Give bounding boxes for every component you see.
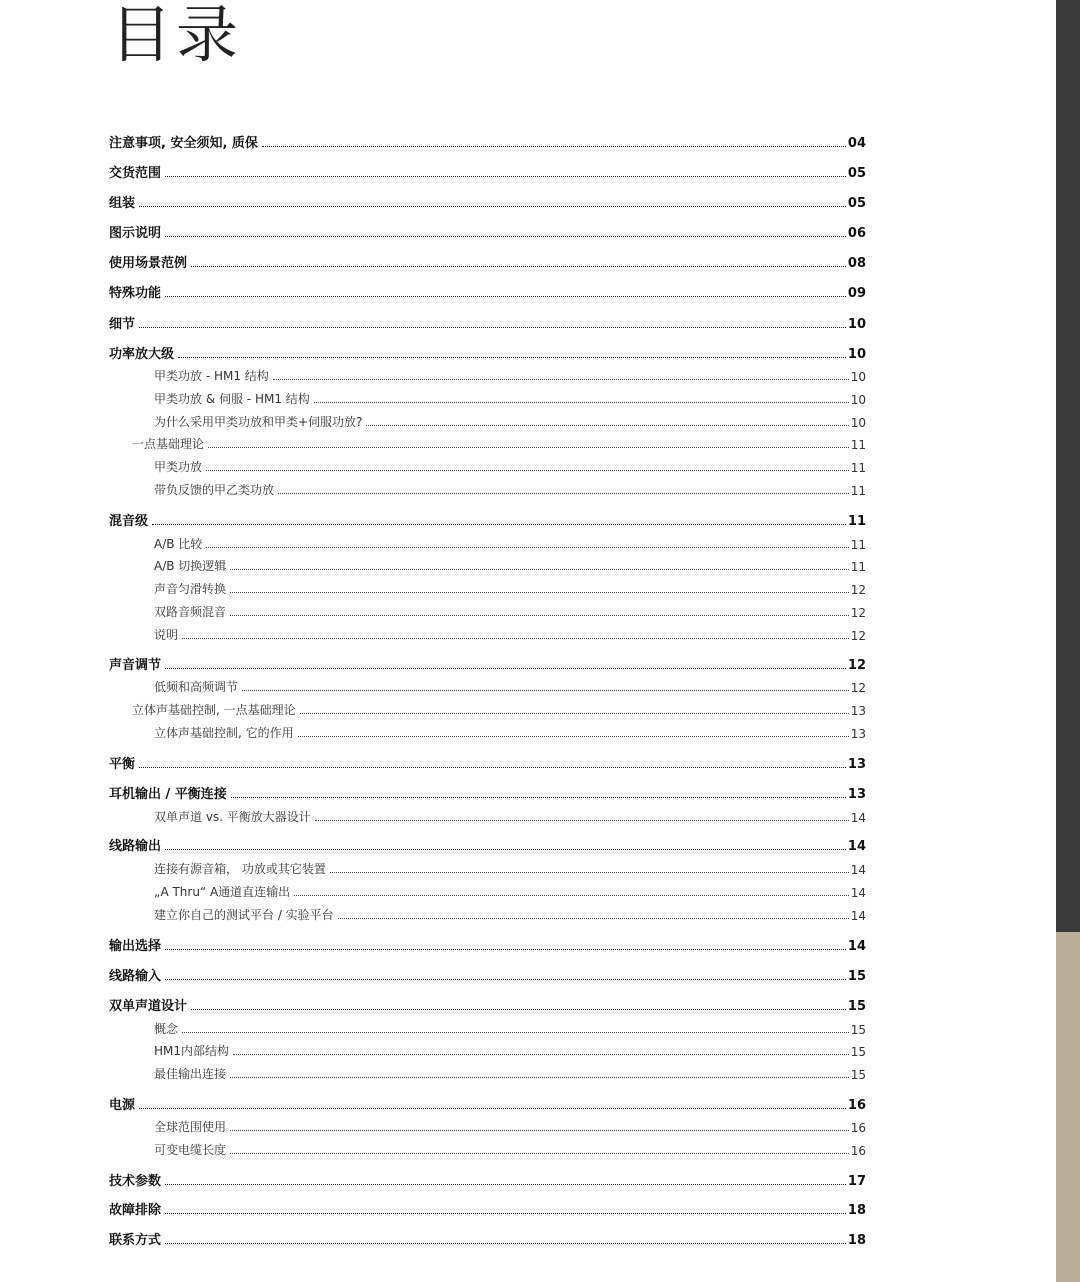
toc-entry[interactable] (0, 577, 866, 597)
toc-entry-page: 05 (847, 166, 866, 181)
toc-entry[interactable] (0, 903, 866, 923)
toc-leader-dots (165, 1242, 846, 1244)
toc-leader-dots (278, 492, 849, 494)
toc-entry-label: 组装 (109, 196, 136, 211)
toc-entry[interactable] (0, 478, 866, 498)
page-title: 目录 (110, 0, 243, 71)
toc-entry-label: 全球范围使用 (154, 1120, 227, 1134)
toc-entry-label: 连接有源音箱， 功放或其它装置 (154, 862, 326, 876)
toc-leader-dots (182, 637, 849, 639)
toc-entry-label: 故障排除 (109, 1203, 162, 1218)
toc-entry-page: 16 (847, 1098, 866, 1113)
toc-leader-dots (178, 356, 846, 358)
toc-leader-dots (165, 1183, 846, 1185)
toc-entry-label: 平衡 (109, 757, 136, 772)
toc-entry-page: 16 (850, 1144, 866, 1158)
toc-entry[interactable] (0, 752, 866, 772)
toc-entry-label: 图示说明 (109, 226, 162, 241)
toc-entry[interactable] (0, 509, 866, 529)
toc-entry[interactable] (0, 1017, 866, 1037)
toc-leader-dots (165, 235, 846, 237)
toc-entry-label: 说明 (154, 628, 179, 642)
toc-leader-dots (139, 766, 846, 768)
toc-entry[interactable] (0, 675, 866, 695)
side-bar-dark (1056, 0, 1080, 932)
toc-leader-dots (298, 735, 849, 737)
toc-entry-label: 最佳输出连接 (154, 1067, 227, 1081)
toc-entry-label: 特殊功能 (109, 286, 162, 301)
toc-entry[interactable] (0, 191, 866, 211)
toc-entry[interactable] (0, 1115, 866, 1135)
toc-entry-page: 16 (850, 1121, 866, 1135)
toc-entry-label: „A Thru“ A通道直连输出 (154, 885, 291, 899)
toc-entry[interactable] (0, 410, 866, 430)
toc-entry-page: 14 (850, 811, 866, 825)
toc-entry-label: 技术参数 (109, 1174, 162, 1189)
toc-leader-dots (315, 819, 849, 821)
toc-leader-dots (152, 523, 846, 525)
toc-leader-dots (165, 667, 846, 669)
toc-leader-dots (231, 796, 846, 798)
toc-entry[interactable] (0, 455, 866, 475)
toc-entry-page: 09 (847, 286, 866, 301)
toc-entry[interactable] (0, 221, 866, 241)
toc-entry-page: 14 (850, 863, 866, 877)
toc-entry-page: 11 (850, 560, 866, 574)
toc-entry[interactable] (0, 623, 866, 643)
toc-entry-page: 15 (850, 1023, 866, 1037)
toc-entry-label: 声音匀滑转换 (154, 582, 227, 596)
toc-entry-label: 立体声基础控制, 一点基础理论 (132, 703, 296, 717)
toc-leader-dots (273, 378, 849, 380)
toc-entry[interactable] (0, 312, 866, 332)
toc-entry-page: 08 (847, 256, 866, 271)
toc-entry[interactable] (0, 698, 866, 718)
toc-leader-dots (165, 848, 846, 850)
toc-leader-dots (208, 446, 849, 448)
toc-entry[interactable] (0, 532, 866, 552)
toc-entry[interactable] (0, 805, 866, 825)
toc-entry-page: 05 (847, 196, 866, 211)
toc-entry-page: 11 (850, 461, 866, 475)
toc-entry-page: 11 (850, 484, 866, 498)
toc-entry-label: 一点基础理论 (132, 437, 205, 451)
toc-entry-label: 交货范围 (109, 166, 162, 181)
toc-entry[interactable] (0, 251, 866, 271)
toc-entry-label: 耳机输出 / 平衡连接 (109, 787, 227, 802)
toc-entry-page: 14 (847, 839, 866, 854)
toc-entry-page: 17 (847, 1174, 866, 1189)
toc-entry[interactable] (0, 161, 866, 181)
toc-entry-page: 15 (850, 1068, 866, 1082)
toc-entry-label: 功率放大级 (109, 347, 175, 362)
toc-entry-page: 10 (847, 317, 866, 332)
toc-entry[interactable] (0, 1198, 866, 1218)
toc-entry-label: 电源 (109, 1098, 136, 1113)
toc-leader-dots (206, 546, 848, 548)
toc-entry-page: 15 (847, 969, 866, 984)
toc-leader-dots (338, 917, 849, 919)
toc-entry[interactable] (0, 364, 866, 384)
toc-entry[interactable] (0, 934, 866, 954)
toc-entry-page: 11 (850, 538, 866, 552)
toc-entry-label: 甲类功放 - HM1 结构 (154, 369, 269, 383)
toc-entry-page: 15 (847, 999, 866, 1014)
toc-entry-label: 线路输出 (109, 839, 162, 854)
toc-entry-label: 甲类功放 (154, 460, 203, 474)
toc-entry-label: 低频和高频调节 (154, 680, 239, 694)
toc-entry-page: 10 (850, 370, 866, 384)
toc-entry-label: HM1内部结构 (154, 1044, 230, 1058)
toc-entry-page: 10 (850, 393, 866, 407)
toc-entry[interactable] (0, 342, 866, 362)
toc-entry-label: 为什么采用甲类功放和甲类+伺服功放? (154, 415, 363, 429)
toc-leader-dots (230, 568, 848, 570)
toc-entry[interactable] (0, 994, 866, 1014)
toc-entry-label: 双路音频混音 (154, 605, 227, 619)
toc-entry[interactable] (0, 880, 866, 900)
toc-entry-page: 18 (847, 1203, 866, 1218)
toc-entry-page: 12 (847, 658, 866, 673)
toc-leader-dots (300, 712, 849, 714)
toc-entry-page: 10 (850, 416, 866, 430)
toc-entry[interactable] (0, 387, 866, 407)
toc-entry[interactable] (0, 1039, 866, 1059)
toc-entry-page: 12 (850, 583, 866, 597)
toc-entry-page: 04 (847, 136, 866, 151)
toc-leader-dots (233, 1053, 849, 1055)
toc-entry-label: 细节 (109, 317, 136, 332)
toc-entry-label: 带负反馈的甲乙类功放 (154, 483, 275, 497)
toc-entry-page: 06 (847, 226, 866, 241)
toc-leader-dots (366, 424, 848, 426)
toc-entry-label: 注意事项, 安全须知, 质保 (109, 136, 258, 151)
toc-entry-page: 11 (850, 438, 866, 452)
toc-entry-label: 声音调节 (109, 658, 162, 673)
toc-entry[interactable] (0, 653, 866, 673)
toc-leader-dots (191, 1008, 846, 1010)
toc-entry-label: 混音级 (109, 514, 149, 529)
toc-entry[interactable] (0, 782, 866, 802)
toc-entry-label: 输出选择 (109, 939, 162, 954)
toc-leader-dots (262, 145, 846, 147)
toc-entry-page: 12 (850, 629, 866, 643)
toc-leader-dots (139, 326, 846, 328)
toc-entry-page: 10 (847, 347, 866, 362)
toc-entry-page: 13 (847, 757, 866, 772)
toc-leader-dots (165, 1212, 846, 1214)
toc-entry[interactable] (0, 281, 866, 301)
toc-entry-page: 15 (850, 1045, 866, 1059)
toc-entry-page: 12 (850, 606, 866, 620)
toc-leader-dots (230, 1129, 849, 1131)
toc-leader-dots (206, 469, 849, 471)
toc-entry-label: 概念 (154, 1022, 179, 1036)
toc-entry[interactable] (0, 1062, 866, 1082)
toc-leader-dots (230, 591, 849, 593)
side-bar-tan (1056, 932, 1080, 1282)
toc-entry[interactable] (0, 834, 866, 854)
toc-entry-label: 甲类功放 & 伺服 - HM1 结构 (154, 392, 310, 406)
toc-entry[interactable] (0, 131, 866, 151)
toc-leader-dots (242, 689, 849, 691)
toc-leader-dots (165, 295, 846, 297)
toc-entry-label: 双单声道设计 (109, 999, 188, 1014)
toc-leader-dots (230, 614, 849, 616)
toc-entry[interactable] (0, 721, 866, 741)
toc-entry-label: 线路输入 (109, 969, 162, 984)
toc-entry-label: 可变电缆长度 (154, 1143, 227, 1157)
toc-entry-page: 11 (847, 514, 866, 529)
toc-entry-page: 14 (850, 886, 866, 900)
toc-entry[interactable] (0, 432, 866, 452)
toc-entry-page: 13 (850, 704, 866, 718)
toc-leader-dots (191, 265, 846, 267)
toc-leader-dots (294, 894, 849, 896)
toc-leader-dots (330, 871, 849, 873)
toc-entry-page: 18 (847, 1233, 866, 1248)
toc-entry-label: 建立你自己的测试平台 / 实验平台 (154, 908, 334, 922)
toc-entry-label: 立体声基础控制, 它的作用 (154, 726, 294, 740)
toc-entry-label: A/B 切换逻辑 (154, 559, 227, 573)
toc-entry[interactable] (0, 857, 866, 877)
toc-leader-dots (314, 401, 849, 403)
toc-entry-label: 联系方式 (109, 1233, 162, 1248)
toc-entry-label: 双单声道 vs. 平衡放大器设计 (154, 810, 311, 824)
toc-entry[interactable] (0, 600, 866, 620)
toc-leader-dots (165, 948, 846, 950)
toc-entry[interactable] (0, 1093, 866, 1113)
toc-entry[interactable] (0, 1228, 866, 1248)
toc-entry-label: A/B 比较 (154, 537, 203, 551)
toc-entry-label: 使用场景范例 (109, 256, 188, 271)
toc-entry-page: 14 (847, 939, 866, 954)
toc-leader-dots (165, 175, 846, 177)
toc-leader-dots (139, 205, 846, 207)
toc-entry-page: 13 (847, 787, 866, 802)
toc-leader-dots (182, 1031, 849, 1033)
toc-entry[interactable] (0, 964, 866, 984)
toc-entry[interactable] (0, 1138, 866, 1158)
toc-entry-page: 12 (850, 681, 866, 695)
toc-entry-page: 14 (850, 909, 866, 923)
toc-entry-page: 13 (850, 727, 866, 741)
toc-entry[interactable] (0, 1169, 866, 1189)
toc-leader-dots (230, 1076, 849, 1078)
toc-leader-dots (139, 1107, 846, 1109)
toc-leader-dots (230, 1152, 849, 1154)
toc-leader-dots (165, 978, 846, 980)
toc-entry[interactable] (0, 554, 866, 574)
